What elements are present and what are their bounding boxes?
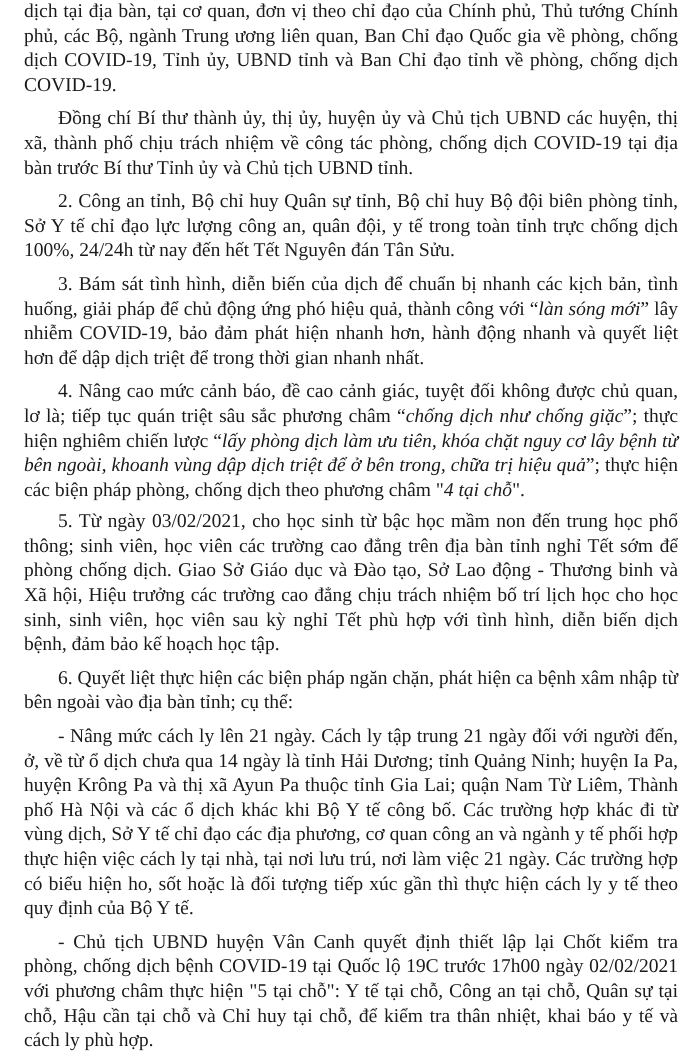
paragraph-item-3: 3. Bám sát tình hình, diễn biến của dịch để chuẩn bị nhanh các kịch bản, tình huống, giải pháp để chủ động ứng phó hiệu quả, thành công với “làn sóng mới” lây nhiễm COVID-19, bảo đảm phát hiện nhanh hơn, hành động nhanh và quyết liệt hơn để dập dịch triệt để trong thời gian nhanh nhất. [24,273,678,369]
paragraph-item-6: 6. Quyết liệt thực hiện các biện pháp ngăn chặn, phát hiện ca bệnh xâm nhập từ bên ngoài vào địa bàn tỉnh; cụ thể: [24,667,679,714]
italic-phrase: lấy phòng dịch làm ưu tiên, khóa chặt nguy cơ lây bệnh từ bên ngoài, khoanh vùng dập dịch triệt để ở bên trong, chữa trị hiệu quả [24,430,679,477]
italic-phrase: 4 tại chỗ [443,479,513,501]
paragraph-item-4: 4. Nâng cao mức cảnh báo, đề cao cảnh giác, tuyệt đối không được chủ quan, lơ là; tiếp tục quán triệt sâu sắc phương châm “chống dịch như chống giặc”; thực hiện nghiêm chiến lược “lấy phòng dịch làm ưu tiên, khóa chặt nguy cơ lây bệnh từ bên ngoài, khoanh vùng dập dịch triệt để ở bên trong, chữa trị hiệu quả”; thực hiện các biện pháp phòng, chống dịch theo phương châm "4 tại chỗ". [24,381,679,501]
paragraph-item-6-checkpoint: - Chủ tịch UBND huyện Vân Canh quyết định thiết lập lại Chốt kiểm tra phòng, chống dịch bệnh COVID-19 tại Quốc lộ 19C trước 17h00 ngày 02/02/2021 với phương châm thực hiện "5 tại chỗ": Y tế tại chỗ, Công an tại chỗ, Quân sự tại chỗ, Hậu cần tại chỗ và Chỉ huy tại chỗ, để kiểm tra thân nhiệt, khai báo y tế và cách ly phù hợp. [24,931,678,1052]
paragraph-item-2: 2. Công an tỉnh, Bộ chỉ huy Quân sự tỉnh, Bộ chỉ huy Bộ đội biên phòng tỉnh, Sở Y tế chỉ đạo lực lượng công an, quân đội, y tế trong toàn tỉnh trực chống dịch 100%, 24/24h từ nay đến hết Tết Nguyên đán Tân Sửu. [24,191,678,262]
paragraph-item-5: 5. Từ ngày 03/02/2021, cho học sinh từ bậc học mầm non đến trung học phổ thông; sinh viên, học viên các trường cao đẳng trên địa bàn tỉnh nghỉ Tết sớm để phòng chống dịch. Giao Sở Giáo dục và Đào tạo, Sở Lao động - Thương binh và Xã hội, Hiệu trưởng các trường cao đẳng chịu trách nhiệm bố trí lịch học cho học sinh, sinh viên, học viên sau kỳ nghỉ Tết phù hợp với tình hình, diễn biến dịch bệnh, đảm bảo kế hoạch học tập. [24,511,678,656]
paragraph-item-6-quarantine: - Nâng mức cách ly lên 21 ngày. Cách ly tập trung 21 ngày đối với người đến, ở, về từ ổ dịch chưa qua 14 ngày là tỉnh Hải Dương; tỉnh Quảng Ninh; huyện Ia Pa, huyện Krông Pa và thị xã Ayun Pa thuộc tỉnh Gia Lai; quận Nam Từ Liêm, Thành phố Hà Nội và các ổ dịch khác khi Bộ Y tế công bố. Các trường hợp khác đi từ vùng dịch, Sở Y tế chỉ đạo các địa phương, cơ quan công an và ngành y tế phối hợp thực hiện việc cách ly tại nhà, tại nơi lưu trú, nơi làm việc 21 ngày. Các trường hợp có biểu hiện ho, sốt hoặc là đối tượng tiếp xúc gần thì thực hiện cách ly y tế theo quy định của Bộ Y tế. [24,726,678,920]
paragraph-party-secretaries: Đồng chí Bí thư thành ủy, thị ủy, huyện ủy và Chủ tịch UBND các huyện, thị xã, thành phố chịu trách nhiệm về công tác phòng, chống dịch COVID-19 tại địa bàn trước Bí thư Tỉnh ủy và Chủ tịch UBND tỉnh. [24,108,678,179]
italic-phrase: làn sóng mới [538,298,641,320]
italic-phrase: chống dịch như chống giặc [405,405,624,427]
paragraph-continuation: dịch tại địa bàn, tại cơ quan, đơn vị theo chỉ đạo của Chính phủ, Thủ tướng Chính phủ, các Bộ, ngành Trung ương liên quan, Ban Chỉ đạo Quốc gia về phòng, chống dịch COVID-19, Tỉnh ủy, UBND tỉnh và Ban Chỉ đạo tỉnh về phòng, chống dịch COVID-19. [24,1,678,96]
